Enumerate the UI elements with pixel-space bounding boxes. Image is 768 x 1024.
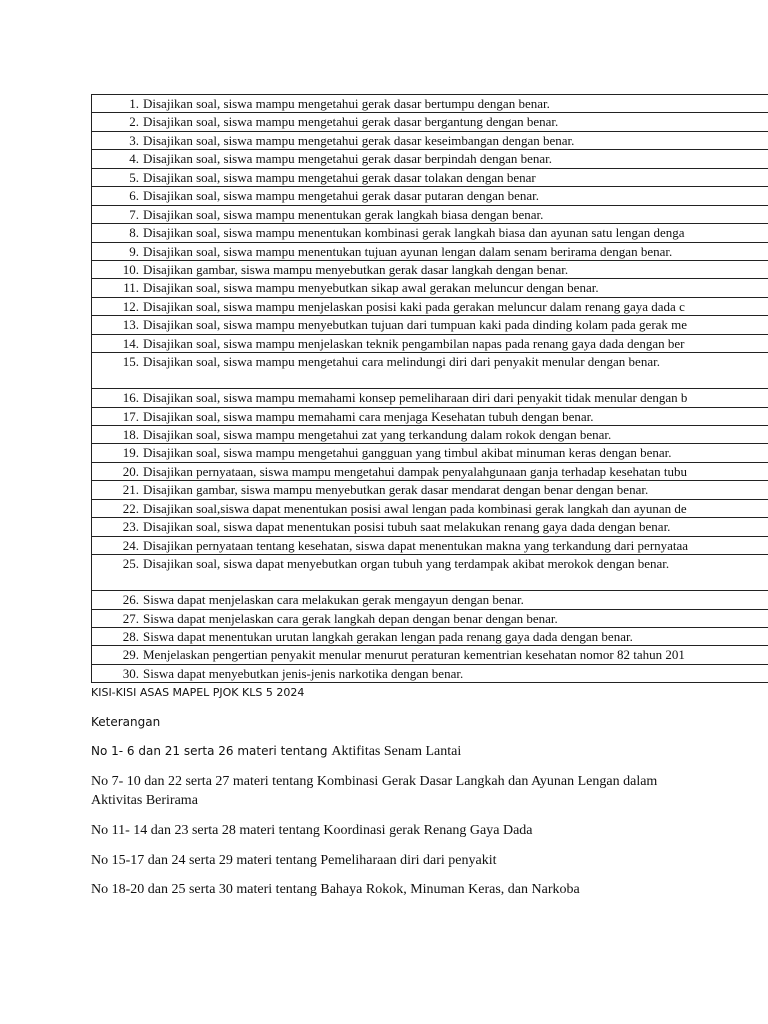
note-renang-gaya-dada: No 11- 14 dan 23 serta 28 materi tentang Koordinasi gerak Renang Gaya Dada <box>91 823 533 838</box>
table-row <box>92 316 768 334</box>
kisi-kisi-table <box>91 94 768 683</box>
keterangan-label: Keterangan <box>91 715 161 729</box>
table-cell <box>92 353 768 389</box>
table-row <box>92 242 768 260</box>
table-row <box>92 407 768 425</box>
note-bahaya-rokok: No 18-20 dan 25 serta 30 materi tentang Bahaya Rokok, Minuman Keras, dan Narkoba <box>91 882 580 897</box>
item-number: 9. <box>129 243 139 259</box>
item-number: 23. <box>122 519 139 535</box>
item-number: 11. <box>123 280 139 296</box>
table-row <box>92 481 768 499</box>
item-number: 29. <box>122 647 139 663</box>
item-number: 7. <box>129 206 139 222</box>
table-row <box>92 664 768 682</box>
table-cell <box>92 627 768 645</box>
item-text: Disajikan soal, siswa mampu mengetahui gerak dasar putaran dengan benar. <box>143 188 540 204</box>
table-cell <box>92 205 768 223</box>
item-number: 13. <box>122 317 139 333</box>
item-text: Siswa dapat menjelaskan cara melakukan gerak mengayun dengan benar. <box>143 592 524 608</box>
item-text: Disajikan soal, siswa mampu menentukan gerak langkah biasa dengan benar. <box>143 206 544 222</box>
table-cell <box>92 260 768 278</box>
table-cell <box>92 555 768 591</box>
note-gerak-berirama: No 7- 10 dan 22 serta 27 materi tentang Kombinasi Gerak Dasar Langkah dan Ayunan Lengan dalam Aktivitas Berirama <box>91 774 658 808</box>
item-text: Disajikan soal, siswa mampu mengetahui zat yang terkandung dalam rokok dengan benar. <box>143 427 612 442</box>
item-text: Disajikan soal, siswa mampu mengetahui gangguan yang timbul akibat minuman keras dengan benar. <box>143 445 672 461</box>
item-text: Disajikan soal, siswa mampu menyebutkan tujuan dari tumpuan kaki pada dinding kolam pada gerak me <box>143 317 688 333</box>
table-row <box>92 646 768 664</box>
item-number: 20. <box>122 463 139 479</box>
table-cell <box>92 499 768 517</box>
item-text: Disajikan gambar, siswa mampu menyebutkan gerak dasar langkah dengan benar. <box>143 261 569 277</box>
item-text: Disajikan soal, siswa mampu mengetahui gerak dasar keseimbangan dengan benar. <box>143 132 575 148</box>
item-number: 10. <box>122 261 139 277</box>
table-row <box>92 150 768 168</box>
table-row <box>92 627 768 645</box>
table-cell <box>92 224 768 242</box>
item-number: 3. <box>129 132 139 148</box>
table-row <box>92 131 768 149</box>
table-row <box>92 389 768 407</box>
table-row <box>92 555 768 591</box>
item-text: Siswa dapat menjelaskan cara gerak langkah depan dengan benar dengan benar. <box>143 610 558 626</box>
table-cell <box>92 536 768 554</box>
table-cell <box>92 462 768 480</box>
table-cell <box>92 481 768 499</box>
item-text: Disajikan soal, siswa mampu mengetahui gerak dasar tolakan dengan benar <box>143 169 536 185</box>
item-text: Disajikan soal, siswa mampu menyebutkan sikap awal gerakan meluncur dengan benar. <box>143 280 599 296</box>
table-row <box>92 462 768 480</box>
table-row <box>92 334 768 352</box>
item-text: Disajikan soal,siswa dapat menentukan posisi awal lengan pada kombinasi gerak langkah dan ayunan de <box>143 500 687 516</box>
table-cell <box>92 664 768 682</box>
table-cell <box>92 297 768 315</box>
item-number: 22. <box>122 500 139 516</box>
item-number: 2. <box>129 114 139 130</box>
table-cell <box>92 95 768 113</box>
table-cell <box>92 334 768 352</box>
item-text: Disajikan soal, siswa mampu mengetahui gerak dasar bertumpu dengan benar. <box>143 96 550 111</box>
note-1-prefix: No 1- 6 dan 21 serta 26 materi tentang <box>91 744 332 758</box>
item-text: Disajikan soal, siswa mampu menentukan kombinasi gerak langkah biasa dan ayunan satu lengan denga <box>143 225 685 241</box>
table-cell <box>92 591 768 609</box>
item-text: Disajikan soal, siswa mampu menentukan tujuan ayunan lengan dalam senam berirama dengan benar. <box>143 243 673 259</box>
item-text: Disajikan soal, siswa mampu menjelaskan teknik pengambilan napas pada renang gaya dada dengan ber <box>143 335 685 351</box>
table-row <box>92 260 768 278</box>
table-cell <box>92 426 768 444</box>
note-pemeliharaan-diri: No 15-17 dan 24 serta 29 materi tentang Pemeliharaan diri dari penyakit <box>91 853 497 868</box>
table-cell <box>92 389 768 407</box>
item-number: 15. <box>122 354 139 370</box>
item-text: Disajikan soal, siswa mampu memahami cara menjaga Kesehatan tubuh dengan benar. <box>143 408 594 424</box>
item-number: 17. <box>122 408 139 424</box>
item-text: Disajikan soal, siswa dapat menyebutkan organ tubuh yang terdampak akibat merokok dengan benar. <box>143 556 670 572</box>
item-number: 16. <box>122 390 139 406</box>
item-text: Disajikan soal, siswa mampu memahami konsep pemeliharaan diri dari penyakit tidak menular dengan b <box>143 390 688 406</box>
item-number: 30. <box>122 665 139 681</box>
item-text: Disajikan soal, siswa mampu mengetahui gerak dasar bergantung dengan benar. <box>143 114 559 130</box>
item-number: 14. <box>122 335 139 351</box>
table-cell <box>92 518 768 536</box>
item-number: 26. <box>122 592 139 608</box>
table-row <box>92 205 768 223</box>
item-text: Disajikan pernyataan, siswa mampu mengetahui dampak penyalahgunaan ganja terhadap kesehatan tubu <box>143 463 688 479</box>
table-cell <box>92 279 768 297</box>
kisi-kisi-table-body <box>92 95 768 683</box>
table-row <box>92 518 768 536</box>
item-number: 18. <box>122 427 139 442</box>
item-text: Disajikan soal, siswa mampu mengetahui gerak dasar berpindah dengan benar. <box>143 151 553 167</box>
table-row <box>92 279 768 297</box>
item-text: Disajikan soal, siswa mampu mengetahui cara melindungi diri dari penyakit menular dengan benar. <box>143 354 660 370</box>
table-row <box>92 187 768 205</box>
table-cell <box>92 168 768 186</box>
table-row <box>92 353 768 389</box>
table-cell <box>92 407 768 425</box>
item-number: 28. <box>122 628 139 644</box>
item-text: Disajikan pernyataan tentang kesehatan, siswa dapat menentukan makna yang terkandung dari pernyataa <box>143 537 689 553</box>
table-row <box>92 444 768 462</box>
item-text: Siswa dapat menyebutkan jenis-jenis narkotika dengan benar. <box>143 665 464 681</box>
document-title: KISI-KISI ASAS MAPEL PJOK KLS 5 2024 <box>91 686 305 699</box>
table-row <box>92 113 768 131</box>
table-row <box>92 426 768 444</box>
item-text: Disajikan gambar, siswa mampu menyebutkan gerak dasar mendarat dengan benar dengan benar. <box>143 482 649 498</box>
item-number: 27. <box>122 610 139 626</box>
item-text: Disajikan soal, siswa dapat menentukan posisi tubuh saat melakukan renang gaya dada dengan benar. <box>143 519 671 535</box>
table-row <box>92 591 768 609</box>
table-row <box>92 297 768 315</box>
item-text: Menjelaskan pengertian penyakit menular menurut peraturan kementrian kesehatan nomor 82 tahun 201 <box>143 647 685 663</box>
item-number: 1. <box>129 96 139 111</box>
note-senam-lantai <box>91 742 461 761</box>
table-row <box>92 536 768 554</box>
table-row <box>92 95 768 113</box>
item-number: 19. <box>122 445 139 461</box>
item-number: 6. <box>129 188 139 204</box>
item-number: 24. <box>122 537 139 553</box>
item-number: 4. <box>129 151 139 167</box>
item-number: 8. <box>129 225 139 241</box>
table-row <box>92 609 768 627</box>
item-text: Disajikan soal, siswa mampu menjelaskan posisi kaki pada gerakan meluncur dalam renang gaya dada c <box>143 298 685 314</box>
item-number: 25. <box>122 556 139 572</box>
item-number: 5. <box>129 169 139 185</box>
table-cell <box>92 150 768 168</box>
table-cell <box>92 187 768 205</box>
item-number: 21. <box>122 482 139 498</box>
table-cell <box>92 646 768 664</box>
table-cell <box>92 242 768 260</box>
table-cell <box>92 113 768 131</box>
table-cell <box>92 131 768 149</box>
table-cell <box>92 609 768 627</box>
table-cell <box>92 316 768 334</box>
table-row <box>92 499 768 517</box>
item-number: 12. <box>122 298 139 314</box>
table-row <box>92 224 768 242</box>
item-text: Siswa dapat menentukan urutan langkah gerakan lengan pada renang gaya dada dengan benar. <box>143 628 633 644</box>
note-1-topic: Aktifitas Senam Lantai <box>331 744 462 759</box>
table-cell <box>92 444 768 462</box>
table-row <box>92 168 768 186</box>
